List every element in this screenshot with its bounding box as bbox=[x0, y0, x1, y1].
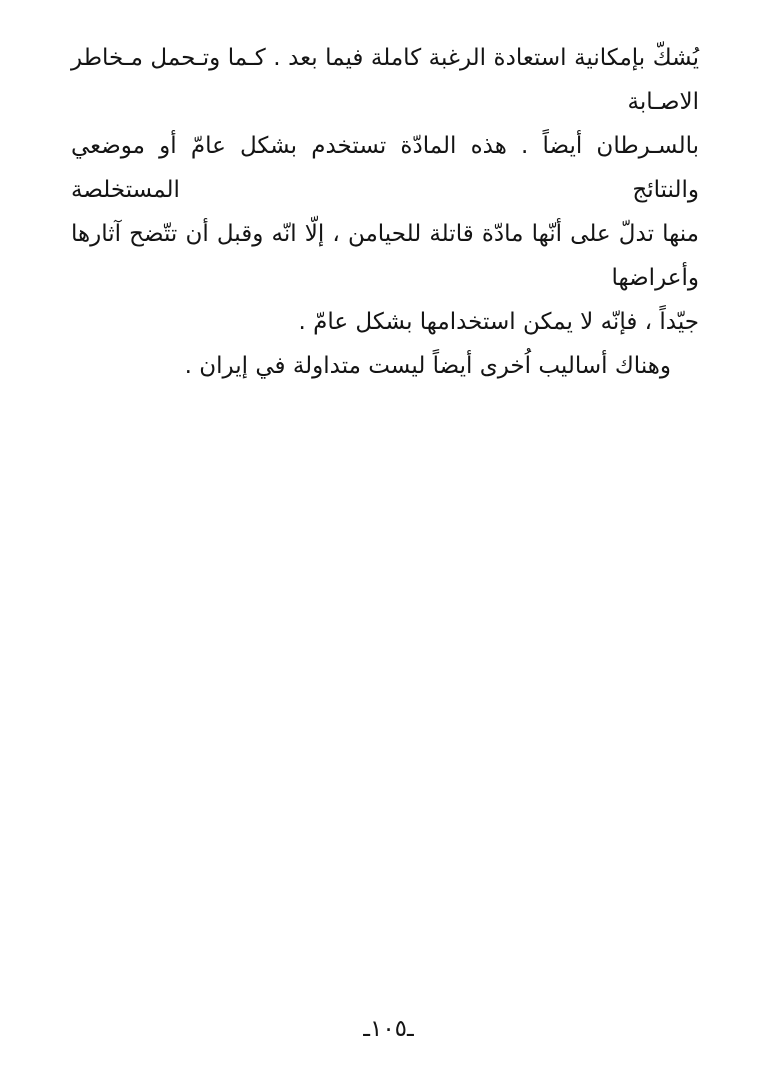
paragraph-1-line-4: جيّداً ، فإنّه لا يمكن استخدامها بشكل عامّ . bbox=[298, 309, 699, 335]
paragraph-1-line-3: منها تدلّ على أنّها مادّة قاتلة للحيامن ، إلّا انّه وقبل أن تتّضح آثارها وأعراضها bbox=[71, 221, 699, 291]
body-text-block bbox=[71, 36, 699, 388]
paragraph-1-line-1: يُشكّ بإمكانية استعادة الرغبة كاملة فيما بعد . كـما وتـحمل مـخاطر الاصـابة bbox=[71, 45, 699, 115]
page-number: ـ١٠٥ـ bbox=[363, 1016, 414, 1042]
paragraph-2-line-1: وهناك أساليب اُخرى أيضاً ليست متداولة في إيران . bbox=[184, 353, 671, 379]
paragraph-1-line-2: بالسـرطان أيضاً . هذه المادّة تستخدم بشكل عامّ أو موضعي والنتائج المستخلصة bbox=[71, 133, 699, 203]
